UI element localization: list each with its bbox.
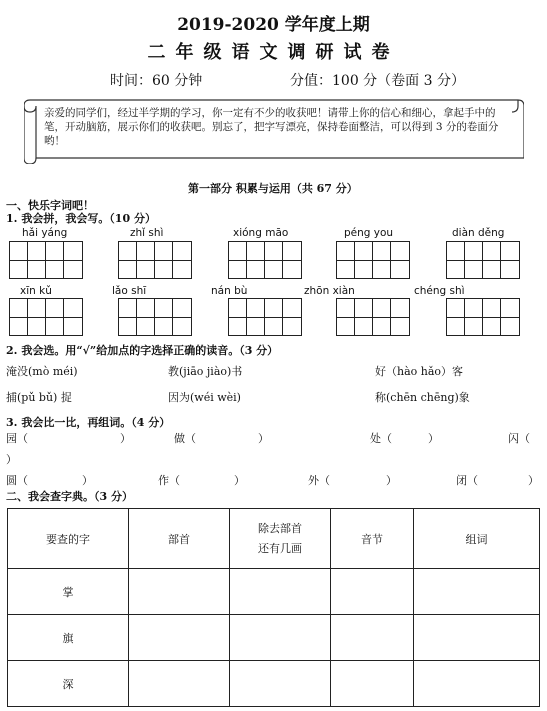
word-blank-close: ） xyxy=(6,453,17,466)
word-blank-close: ） xyxy=(234,474,245,487)
table-header: 部首 xyxy=(129,509,230,569)
reading-option[interactable]: 称(chēn chēng)象 xyxy=(375,391,470,404)
word-blank[interactable]: 园（ xyxy=(6,432,28,445)
writing-grid[interactable] xyxy=(9,298,83,336)
q3-title: 3. 我会比一比，再组词。（4 分） xyxy=(6,416,171,429)
table-header: 组词 xyxy=(414,509,540,569)
word-blank[interactable]: 作（ xyxy=(158,474,180,487)
writing-grid[interactable] xyxy=(446,241,520,279)
pinyin-label: zhǐ shì xyxy=(130,227,164,239)
pinyin-label: nán bù xyxy=(211,285,248,297)
pinyin-label: diàn děng xyxy=(452,227,505,239)
writing-grid[interactable] xyxy=(228,241,302,279)
word-blank-close: ） xyxy=(120,432,131,445)
reading-option[interactable]: 好（hào hǎo）客 xyxy=(375,365,464,378)
intro-text: 亲爱的同学们，经过半学期的学习，你一定有不少的收获吧！请带上你的信心和细心，拿起手中的笔，开动脑筋，展示你们的收获吧。别忘了，把字写漂亮，保持卷面整洁，可以得到 3 分的卷面分哟！ xyxy=(44,107,499,147)
lookup-char: 深 xyxy=(8,661,129,707)
answer-cell[interactable] xyxy=(129,569,230,615)
writing-grid[interactable] xyxy=(118,298,192,336)
word-blank-close: ） xyxy=(528,474,539,487)
table-header-row xyxy=(8,509,540,569)
reading-option[interactable]: 捕(pǔ bǔ) 捉 xyxy=(6,391,72,404)
answer-cell[interactable] xyxy=(414,661,540,707)
writing-grid[interactable] xyxy=(118,241,192,279)
reading-option[interactable]: 因为(wéi wèi) xyxy=(168,391,241,404)
pinyin-label: xióng māo xyxy=(233,227,289,239)
lookup-char: 掌 xyxy=(8,569,129,615)
word-blank-close: ） xyxy=(258,432,269,445)
table-header: 音节 xyxy=(331,509,414,569)
word-blank-close: ） xyxy=(428,432,439,445)
answer-cell[interactable] xyxy=(230,569,331,615)
pinyin-label: chéng shì xyxy=(414,285,465,297)
writing-grid[interactable] xyxy=(9,241,83,279)
word-blank[interactable]: 做（ xyxy=(174,432,196,445)
word-blank[interactable]: 闪（ xyxy=(508,432,530,445)
word-blank[interactable]: 圆（ xyxy=(6,474,28,487)
pinyin-label: xīn kǔ xyxy=(20,285,52,297)
answer-cell[interactable] xyxy=(331,615,414,661)
answer-cell[interactable] xyxy=(331,661,414,707)
exam-year-title: 2019-2020 学年度上期 xyxy=(177,15,370,35)
table-row xyxy=(8,569,540,615)
dictionary-table xyxy=(7,508,540,707)
table-header-line: 还有几画 xyxy=(258,541,302,555)
exam-title: 二年级语文调研试卷 xyxy=(147,42,400,63)
answer-cell[interactable] xyxy=(414,615,540,661)
word-blank[interactable]: 处（ xyxy=(370,432,392,445)
answer-cell[interactable] xyxy=(230,661,331,707)
answer-cell[interactable] xyxy=(230,615,331,661)
pinyin-label: lǎo shī xyxy=(112,285,147,297)
section1-title: 一、快乐字词吧！ xyxy=(6,199,94,212)
reading-option[interactable]: 教(jiāo jiào)书 xyxy=(168,365,243,378)
score-label: 分值：100 分（卷面 3 分） xyxy=(290,73,465,89)
answer-cell[interactable] xyxy=(414,569,540,615)
part1-heading: 第一部分 积累与运用（共 67 分） xyxy=(188,182,358,195)
time-label: 时间：60 分钟 xyxy=(110,73,203,89)
writing-grid[interactable] xyxy=(336,241,410,279)
word-blank-close: ） xyxy=(386,474,397,487)
table-header-line: 除去部首 xyxy=(258,521,302,535)
pinyin-label: péng you xyxy=(344,227,394,239)
answer-cell[interactable] xyxy=(129,661,230,707)
table-header: 要查的字 xyxy=(8,509,129,569)
writing-grid[interactable] xyxy=(336,298,410,336)
section2-title: 二、我会查字典。（3 分） xyxy=(6,490,133,503)
table-row xyxy=(8,615,540,661)
answer-cell[interactable] xyxy=(331,569,414,615)
table-row xyxy=(8,661,540,707)
table-header xyxy=(230,509,331,569)
pinyin-label: zhōn xiàn xyxy=(304,285,355,297)
lookup-char: 旗 xyxy=(8,615,129,661)
answer-cell[interactable] xyxy=(129,615,230,661)
q1-title: 1. 我会拼，我会写。（10 分） xyxy=(6,212,156,225)
reading-option[interactable]: 淹没(mò méi) xyxy=(6,365,78,378)
word-blank[interactable]: 外（ xyxy=(308,474,330,487)
word-blank[interactable]: 闭（ xyxy=(456,474,478,487)
writing-grid[interactable] xyxy=(228,298,302,336)
q2-title: 2. 我会选。用“√”给加点的字选择正确的读音。（3 分） xyxy=(6,344,279,357)
word-blank-close: ） xyxy=(82,474,93,487)
writing-grid[interactable] xyxy=(446,298,520,336)
pinyin-label: hǎi yáng xyxy=(22,227,68,239)
